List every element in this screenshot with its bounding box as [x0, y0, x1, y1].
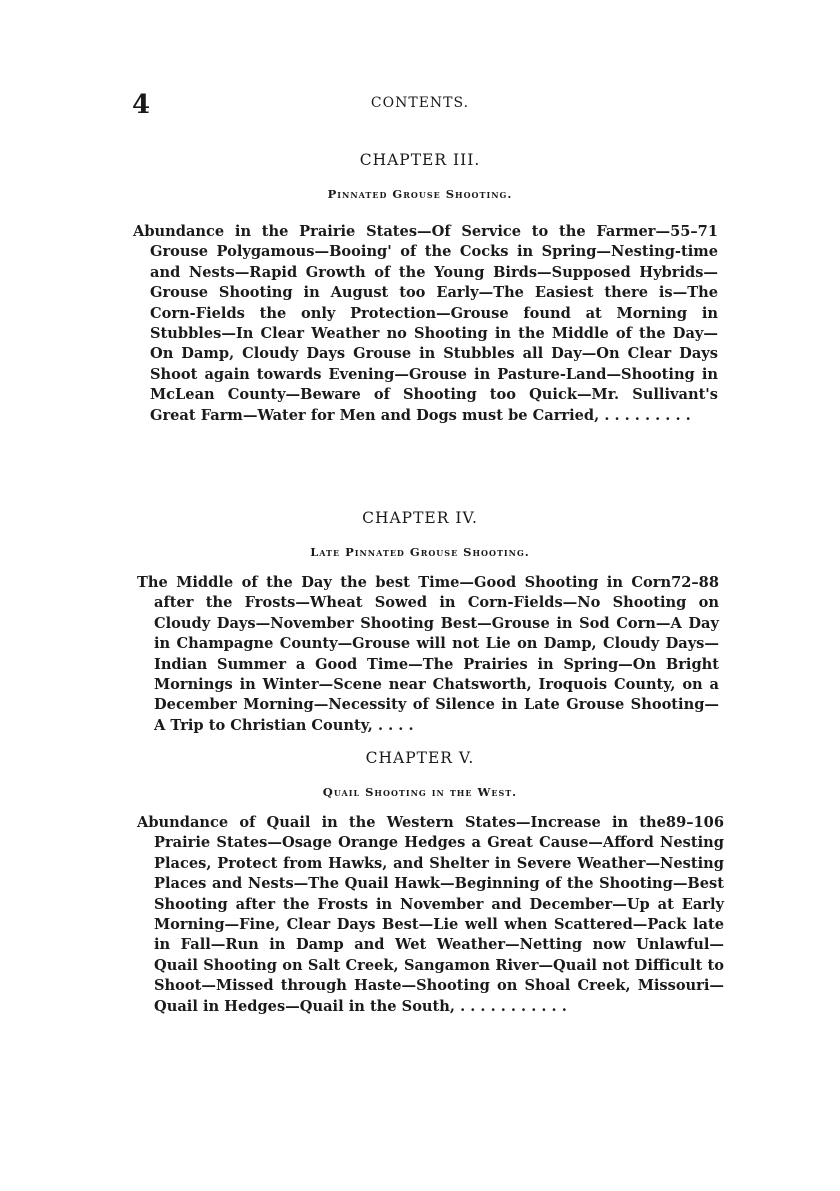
- chapter-3-summary: [133, 222, 718, 426]
- summary-text: Abundance in the Prairie States—Of Service to the Farmer—Grouse Polygamous—Booing' of the Cocks in Spring—Nesting-time and Nests—Rapid Growth of the Young Birds—Supposed Hybrids—Grouse Shooting in August too Early—The Easiest there is—The Corn-Fields the only Protection—Grouse found at Morning in Stubbles—In Clear Weather no Shooting in the Middle of the Day—On Damp, Cloudy Days Grouse in Stubbles all Day—On Clear Days Shoot again towards Evening—Grouse in Pasture-Land—Shooting in McLean County—Beware of Shooting too Quick—Mr. Sullivant's Great Farm—Water for Men and Dogs must be Carried,: [133, 223, 718, 424]
- page-range: 72–88: [671, 574, 719, 591]
- page-range: 89–106: [665, 814, 724, 831]
- dot-leader: . . . .: [377, 716, 414, 734]
- chapter-title: CHAPTER V.: [365, 749, 475, 767]
- chapter-subtitle: Pinnated Grouse Shooting.: [327, 187, 513, 201]
- page-number: 4: [132, 90, 151, 120]
- dot-leader: . . . . . . . . . . .: [460, 997, 567, 1015]
- summary-text: Abundance of Quail in the Western States—Increase in the Prairie States—Osage Orange Hedges a Great Cause—Afford Nesting Places, Protect from Hawks, and Shelter in Severe Weather—Nesting Places and Nests—The Quail Hawk—Beginning of the Shooting—Best Shooting after the Frosts in November and December—Up at Early Morning—Fine, Clear Days Best—Lie well when Scattered—Pack late in Fall—Run in Damp and Wet Weather—Netting now Unlawful—Quail Shooting on Salt Creek, Sangamon River—Quail not Difficult to Shoot—Missed through Haste—Shooting on Shoal Creek, Missouri—Quail in Hedges—Quail in the South,: [137, 814, 724, 1015]
- chapter-5-summary: [137, 813, 724, 1017]
- page-range: 55–71: [670, 223, 718, 240]
- chapter-subtitle: Late Pinnated Grouse Shooting.: [310, 545, 530, 559]
- chapter-title: CHAPTER III.: [359, 151, 481, 169]
- chapter-4-heading: [0, 509, 840, 559]
- chapter-4-summary: [137, 573, 719, 736]
- chapter-5-heading: [0, 749, 840, 799]
- chapter-title: CHAPTER IV.: [362, 509, 478, 527]
- summary-text: The Middle of the Day the best Time—Good Shooting in Corn after the Frosts—Wheat Sowed in Corn-Fields—No Shooting on Cloudy Days—November Shooting Best—Grouse in Sod Corn—A Day in Champagne County—Grouse will not Lie on Damp, Cloudy Days—Indian Summer a Good Time—The Prairies in Spring—On Bright Mornings in Winter—Scene near Chatsworth, Iroquois County, on a December Morning—Necessity of Silence in Late Grouse Shooting—A Trip to Christian County,: [137, 574, 719, 734]
- dot-leader: . . . . . . . . .: [604, 406, 691, 424]
- chapter-subtitle: Quail Shooting in the West.: [322, 785, 518, 799]
- chapter-3-heading: [0, 151, 840, 201]
- running-title: CONTENTS.: [370, 95, 470, 111]
